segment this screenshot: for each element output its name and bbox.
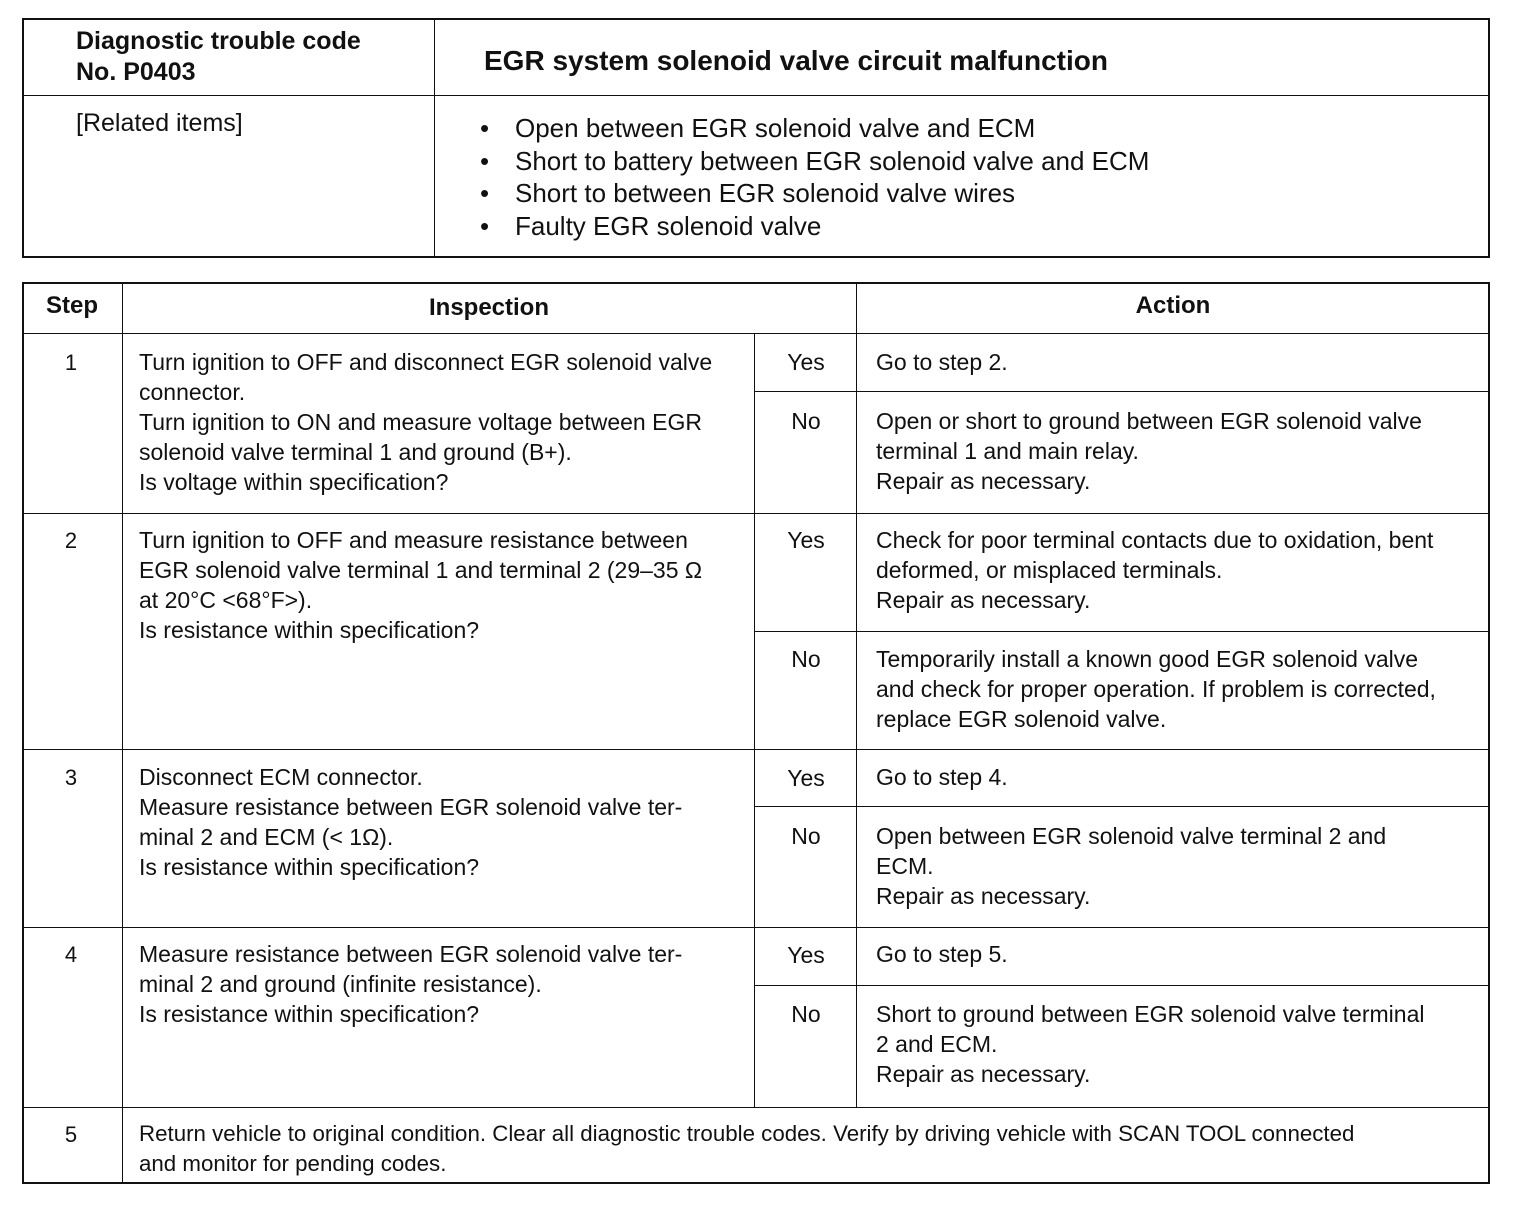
yesno-action-divider [856, 283, 857, 1107]
related-items-list [480, 112, 1149, 242]
yes-action: Go to step 4. [876, 764, 1008, 790]
column-header-action: Action [1135, 292, 1211, 319]
yes-label: Yes [787, 349, 825, 375]
step-inspection: Disconnect ECM connector. Measure resistance between EGR solenoid valve ter- minal 2 and ECM (< 1Ω). Is resistance within specification? [139, 764, 683, 880]
step-row-divider [23, 927, 1489, 928]
related-item: • Short to between EGR solenoid valve wires [480, 177, 1149, 210]
yes-no-divider [755, 985, 1489, 986]
no-label: No [791, 408, 821, 434]
no-action: Short to ground between EGR solenoid valve terminal 2 and ECM. Repair as necessary. [876, 1001, 1425, 1087]
no-label: No [791, 823, 821, 849]
step-inspection: Return vehicle to original condition. Clear all diagnostic trouble codes. Verify by driving vehicle with SCAN TOOL connected and monitor for pending codes. [139, 1121, 1355, 1176]
no-action: Open or short to ground between EGR solenoid valve terminal 1 and main relay. Repair as necessary. [876, 408, 1422, 494]
step-row-divider [23, 749, 1489, 750]
no-action: Temporarily install a known good EGR solenoid valve and check for proper operation. If problem is corrected, replace EGR solenoid valve. [876, 646, 1436, 732]
step-column-divider [122, 283, 123, 1183]
no-label: No [791, 1001, 821, 1027]
step-row-divider [23, 1107, 1489, 1108]
related-items-label: [Related items] [76, 109, 243, 137]
step-row-divider [23, 513, 1489, 514]
step-inspection: Measure resistance between EGR solenoid valve ter- minal 2 and ground (infinite resistance). Is resistance within specification? [139, 941, 683, 1027]
column-header-inspection: Inspection [428, 294, 549, 321]
related-item: • Short to battery between EGR solenoid valve and ECM [480, 145, 1149, 178]
dtc-code-label: Diagnostic trouble code No. P0403 [76, 27, 361, 86]
yes-label: Yes [787, 527, 825, 553]
inspection-yesno-divider [754, 334, 755, 1107]
yes-no-divider [755, 806, 1489, 807]
step-number: 3 [64, 765, 78, 790]
yes-action: Go to step 2. [876, 349, 1008, 375]
no-label: No [791, 646, 821, 672]
header-column-divider [434, 19, 435, 257]
table-header-divider [23, 333, 1489, 334]
step-number: 4 [64, 942, 78, 967]
dtc-title: EGR system solenoid valve circuit malfunction [484, 45, 1108, 76]
yes-action: Check for poor terminal contacts due to oxidation, bent deformed, or misplaced terminals. Repair as necessary. [876, 527, 1434, 613]
yes-label: Yes [787, 942, 825, 968]
no-action: Open between EGR solenoid valve terminal 2 and ECM. Repair as necessary. [876, 823, 1387, 909]
step-number: 2 [64, 528, 78, 553]
step-inspection: Turn ignition to OFF and disconnect EGR solenoid valve connector. Turn ignition to ON and measure voltage between EGR solenoid valve terminal 1 and ground (B+). Is voltage within specification? [139, 349, 713, 495]
yes-no-divider [755, 391, 1489, 392]
step-inspection: Turn ignition to OFF and measure resistance between EGR solenoid valve terminal 1 and terminal 2 (29–35 Ω at 20°C <68°F>). Is resistance within specification? [139, 527, 703, 643]
related-item: • Open between EGR solenoid valve and ECM [480, 112, 1149, 145]
step-number: 1 [64, 350, 78, 375]
column-header-step: Step [45, 292, 98, 319]
header-row-divider [23, 95, 1489, 96]
yes-action: Go to step 5. [876, 941, 1008, 967]
yes-label: Yes [787, 765, 825, 791]
related-item: • Faulty EGR solenoid valve [480, 210, 1149, 243]
step-number: 5 [64, 1122, 78, 1147]
yes-no-divider [755, 631, 1489, 632]
